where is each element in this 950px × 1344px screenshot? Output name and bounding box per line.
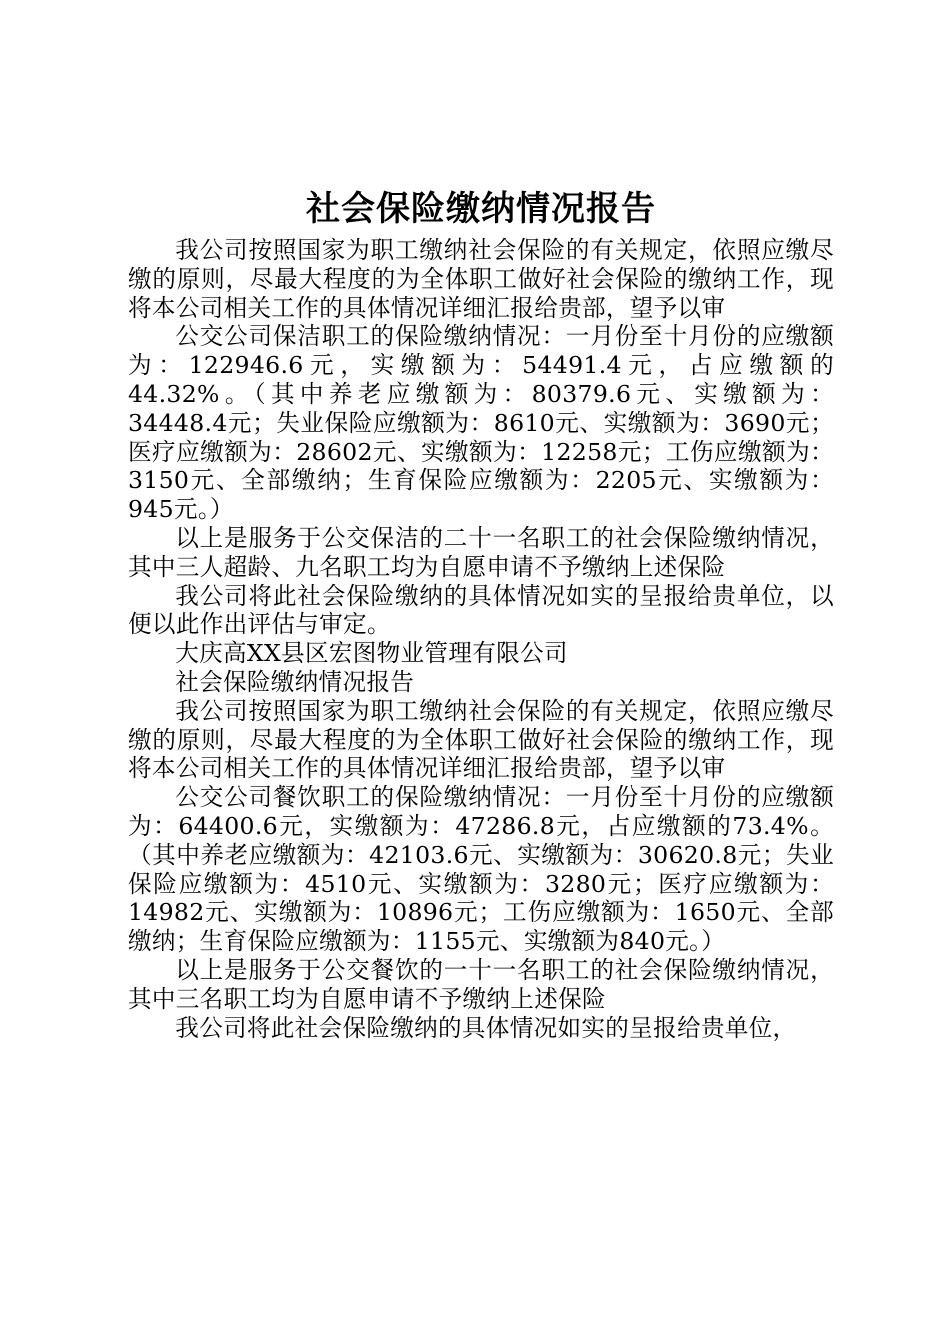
repeated-title: 社会保险缴纳情况报告 bbox=[175, 667, 415, 696]
company-name: 大庆高XX县区宏图物业管理有限公司 bbox=[175, 639, 568, 668]
paragraph-intro: 我公司按照国家为职工缴纳社会保险的有关规定，依照应缴尽缴的原则，尽最大程度的为全体职工做好社会保险的缴纳工作，现将本公司相关工作的具体情况详细汇报给贵部，望予以审 bbox=[128, 236, 834, 322]
paragraph-cleaning-staff-summary: 以上是服务于公交保洁的二十一名职工的社会保险缴纳情况，其中三人超龄、九名职工均为自愿申请不予缴纳上述保险 bbox=[128, 523, 834, 581]
document-title: 社会保险缴纳情况报告 bbox=[306, 189, 656, 229]
paragraph-catering-staff-summary: 以上是服务于公交餐饮的一十一名职工的社会保险缴纳情况，其中三名职工均为自愿申请不予缴纳上述保险 bbox=[128, 955, 834, 1013]
paragraph-catering-staff-payments: 公交公司餐饮职工的保险缴纳情况：一月份至十月份的应缴额为：64400.6元，实缴额为：47286.8元，占应缴额的73.4%。（其中养老应缴额为：42103.6元、实缴额为：30620.8元；失业保险应缴额为：4510元、实缴额为：3280元；医疗应缴额为：14982元、实缴额为：10896元；工伤应缴额为：1650元、全部缴纳；生育保险应缴额为：1155元、实缴额为840元。） bbox=[128, 783, 834, 956]
paragraph-intro-repeat: 我公司按照国家为职工缴纳社会保险的有关规定，依照应缴尽缴的原则，尽最大程度的为全体职工做好社会保险的缴纳工作，现将本公司相关工作的具体情况详细汇报给贵部，望予以审 bbox=[128, 696, 834, 783]
document-page bbox=[128, 186, 834, 1042]
paragraph-submission: 我公司将此社会保险缴纳的具体情况如实的呈报给贵单位，以便以此作出评估与审定。 bbox=[128, 581, 834, 639]
paragraph-submission-repeat: 我公司将此社会保险缴纳的具体情况如实的呈报给贵单位， bbox=[175, 1013, 797, 1042]
paragraph-cleaning-staff-payments: 公交公司保洁职工的保险缴纳情况：一月份至十月份的应缴额为：122946.6元，实缴额为：54491.4元，占应缴额的44.32%。（其中养老应缴额为：80379.6元、实缴额为：34448.4元；失业保险应缴额为：8610元、实缴额为：3690元；医疗应缴额为：28602元、实缴额为：12258元；工伤应缴额为：3150元、全部缴纳；生育保险应缴额为：2205元、实缴额为：945元。） bbox=[128, 322, 834, 524]
